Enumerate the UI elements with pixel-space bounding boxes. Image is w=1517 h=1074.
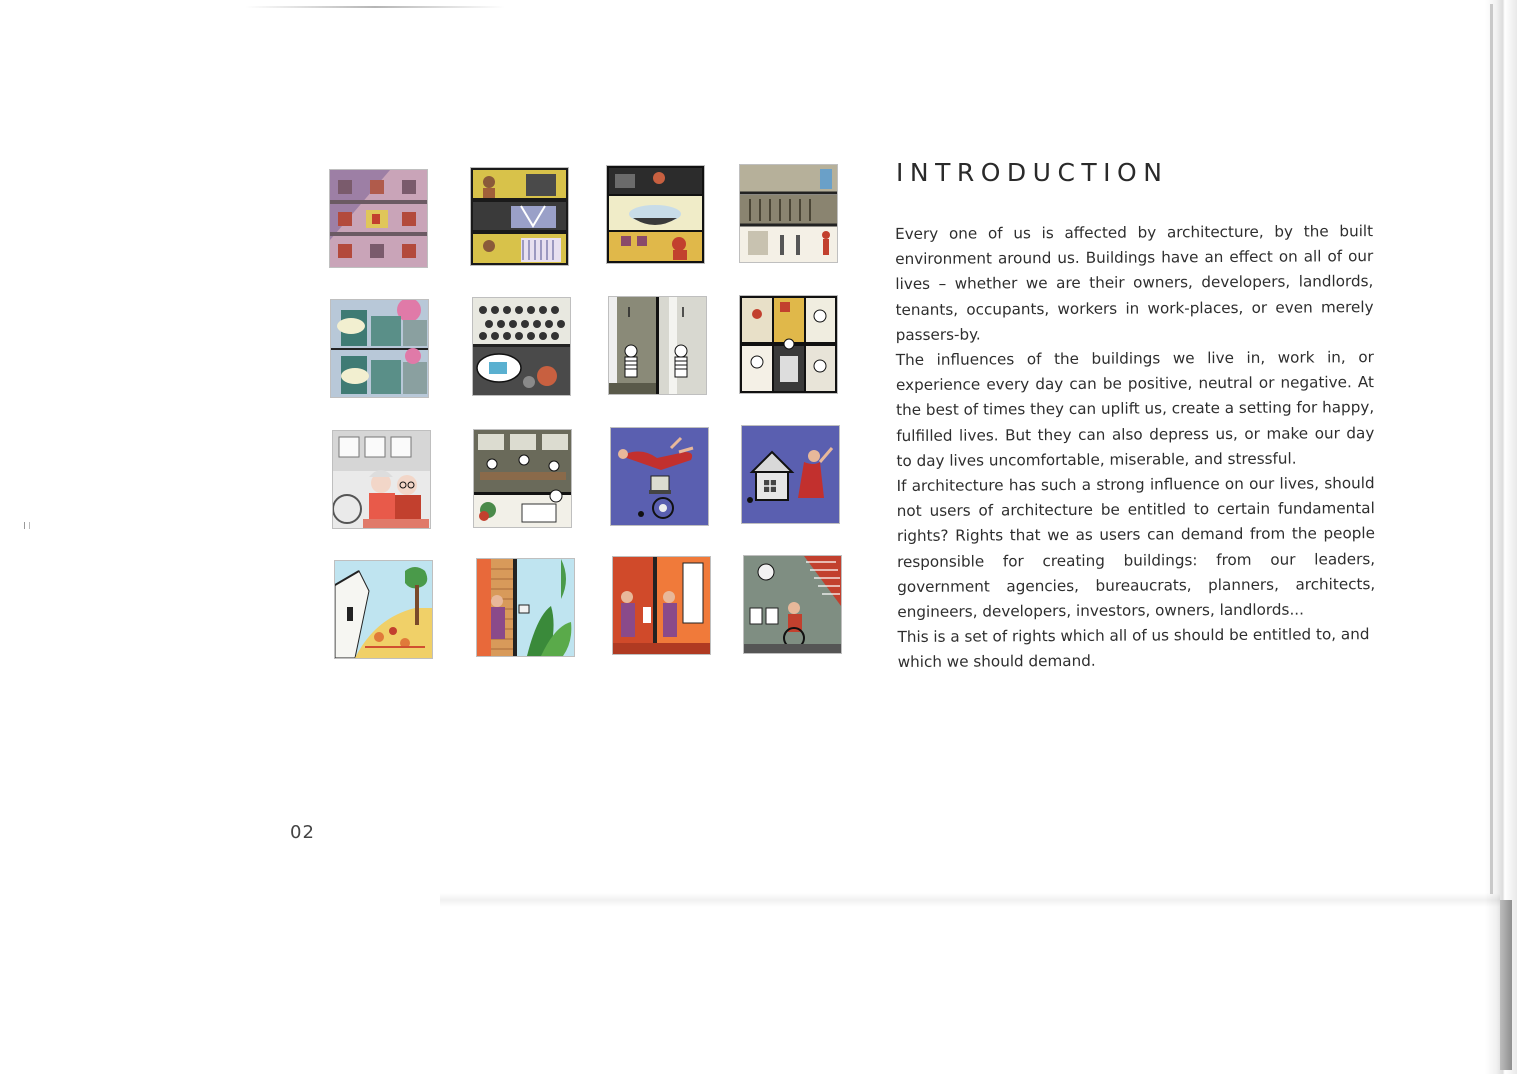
introduction-body (895, 219, 1376, 676)
falling-figure-illustration (611, 428, 708, 525)
page-edge-dark (1500, 900, 1512, 1070)
scan-speck (24, 522, 30, 529)
city-skyline-illustration (331, 300, 428, 397)
apartment-facade-illustration (330, 170, 427, 267)
wheelchair-user-illustration (744, 556, 841, 653)
intro-paragraph: This is a set of rights which all of us should be entitled to, and which we should demand. (897, 625, 1370, 672)
garden-wall-illustration (477, 559, 574, 656)
doorway-figures-illustration (613, 557, 710, 654)
page-edge-line (1490, 4, 1493, 894)
intro-paragraph: The influences of the buildings we live in, work in, or experience every day can be positive, neutral or negative. At the best of times they can uplift us, create a setting for happy, fulfilled lives. But they can also depress us, or make our day to day lives uncomfortable, miserable, and stressful. (895, 348, 1375, 470)
street-scene-illustration (335, 561, 432, 658)
house-and-figure-illustration (742, 426, 839, 523)
scan-edge-top (245, 6, 505, 8)
comic-strip-windows-illustration (471, 168, 568, 265)
comic-panels-grid-illustration (740, 296, 837, 393)
elderly-couple-illustration (333, 431, 430, 528)
intro-paragraph: Every one of us is affected by architecture, by the built environment around us. Buildings have an effect on all of our lives – whether we are their owners, developers, landlords, tenants, occupants, workers in work-places, or even merely passers-by. (895, 222, 1374, 344)
corridor-figures-illustration (609, 297, 706, 394)
scan-shadow-bottom (440, 893, 1500, 907)
page-heading: INTRODUCTION (896, 158, 1169, 187)
building-section-illustration (740, 165, 837, 262)
page-number: 02 (290, 822, 315, 843)
intro-paragraph: If architecture has such a strong influence on our lives, should not users of architecture be entitled to certain fundamental rights? Rights that we as users can demand from the people responsible for creating buildings: from our leaders, government agencies, bureaucrats, planners, architects, engineers, developers, investors, owners, landlords... (896, 474, 1376, 622)
office-workers-illustration (474, 430, 571, 527)
comic-strip-room-illustration (607, 166, 704, 263)
crowded-room-illustration (473, 298, 570, 395)
